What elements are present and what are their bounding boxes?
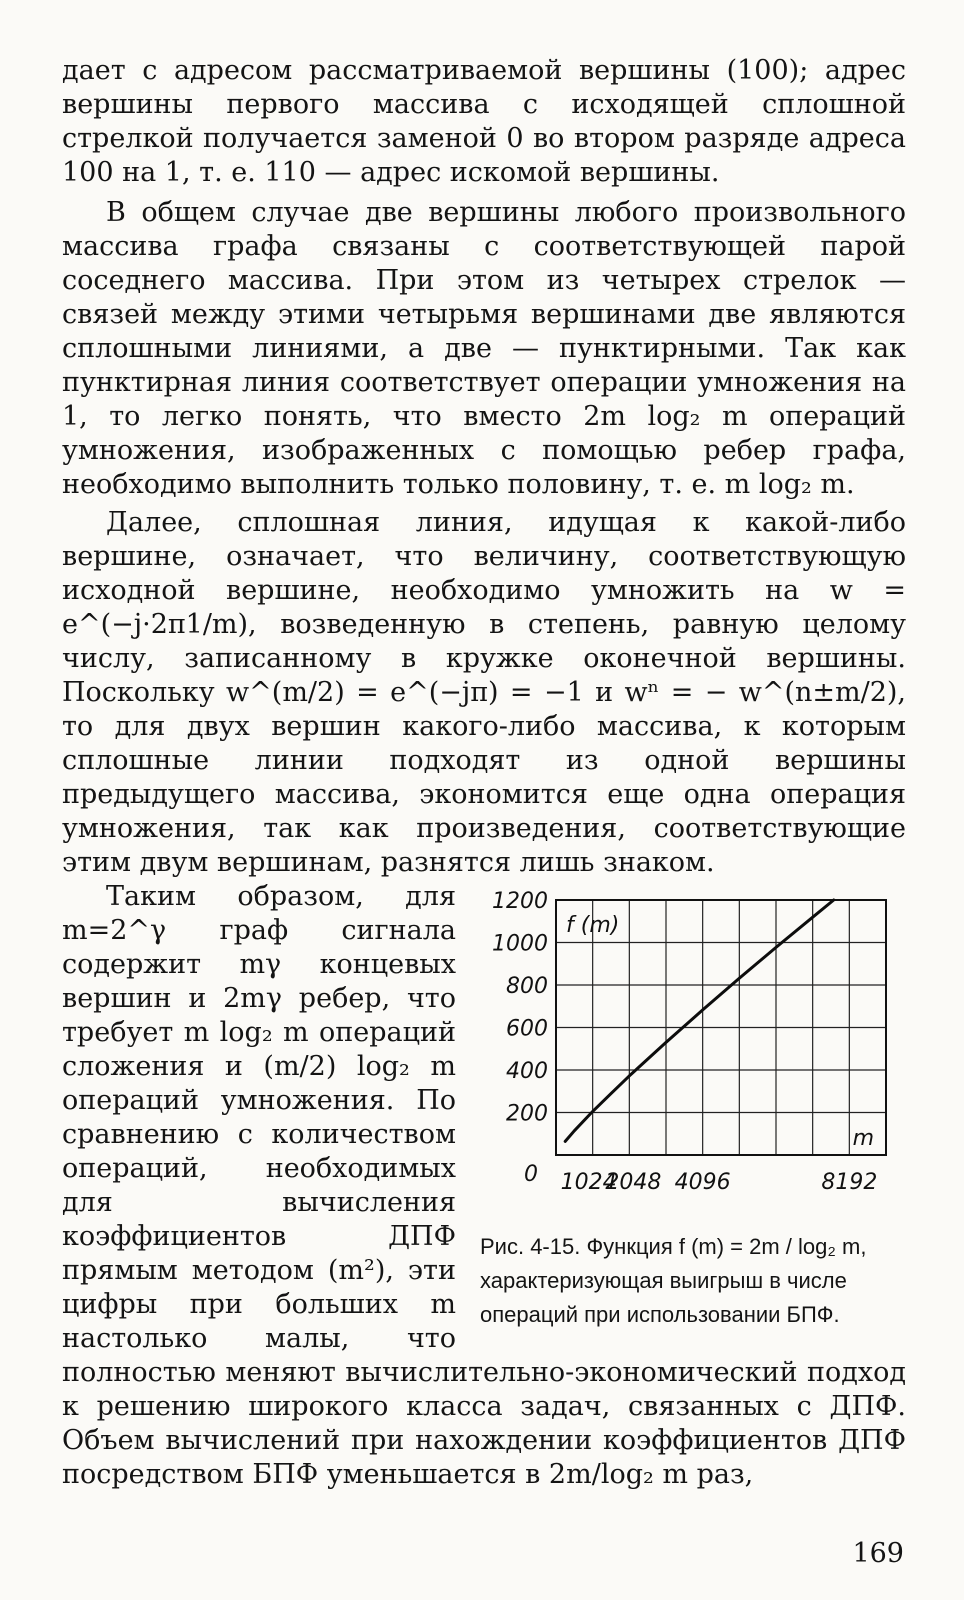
x-tick-label: 4096 xyxy=(674,1170,731,1195)
paragraph-3-start xyxy=(62,506,906,880)
y-tick-label: 200 xyxy=(506,1101,548,1127)
figure-caption xyxy=(478,1230,906,1332)
paragraph-2: В общем случае две вершины любого произвольного массива графа связаны с соответствующей парой соседнего массива. При этом из четырех стрелок — связей между этими четырьмя вершинами две являются сплошными линиями, а две — пунктирными. Так как пунктирная линия соответствует операции умножения на 1, то легко понять, что вместо 2m log₂ m операций умножения, изображенных с помощью ребер графа, необходимо выполнить только половину, т. е. m log₂ m. xyxy=(62,197,906,500)
y-tick-label: 1200 xyxy=(492,889,548,914)
paragraph-4: Таким образом, для m=2^γ граф сигнала содержит mγ концевых вершин и 2mγ ребер, что требует m log₂ m операций сложения и (m/2) log₂ m операций умножения. По сравнению с количеством операций, необходимых для вычисления коэффициентов ДПФ прямым методом (m²), эти цифры при больших m настолько малы, что полностью меняют вычислительно-экономический подход к решению широкого класса задач, связанных с ДПФ. Объем вычислений при нахождении коэффициентов ДПФ посредством БПФ уменьшается в 2m/log₂ m раз, xyxy=(62,881,906,1490)
y-tick-label: 1000 xyxy=(492,931,548,957)
figure-4-15 xyxy=(478,886,906,1332)
x-tick-label: 2048 xyxy=(605,1170,662,1195)
y-tick-label: 800 xyxy=(506,974,548,999)
text-with-figure xyxy=(62,506,906,1492)
paragraph-1: дает с адресом рассматриваемой вершины (100); адрес вершины первого массива с исходящей сплошной стрелкой получается заменой 0 во втором разряде адреса 100 на 1, т. е. 110 — адрес искомой вершины. xyxy=(62,55,906,188)
y-tick-label: 0 xyxy=(524,1162,538,1187)
page xyxy=(62,54,906,1492)
x-tick-label: 8192 xyxy=(821,1170,878,1195)
fm-chart xyxy=(478,886,906,1216)
y-axis-label: f (m) xyxy=(566,913,620,938)
x-tick-label: 1024 xyxy=(560,1170,617,1195)
page-number: 169 xyxy=(852,1538,904,1569)
chart-grid xyxy=(556,900,886,1155)
x-axis-label: m xyxy=(852,1126,874,1151)
y-tick-label: 600 xyxy=(506,1016,548,1042)
chart-labels xyxy=(492,889,877,1195)
caption-label: Рис. 4-15. Функция f (m) = 2m / log₂ m, xyxy=(480,1234,867,1259)
y-tick-label: 400 xyxy=(506,1059,548,1084)
paragraph-3: Далее, сплошная линия, идущая к какой-либо вершине, означает, что величину, соответствующую исходной вершине, необходимо умножить на w = e^(−j·2π1/m), возведенную в степень, равную целому числу, записанному в кружке оконечной вершины. Поскольку w^(m/2) = e^(−jπ) = −1 и wⁿ = − w^(n±m/2), то для двух вершин какого-либо массива, к которым сплошные линии подходят из одной вершины предыдущего массива, экономится еще одна операция умножения, так как произведения, соответствующие этим двум вершинам, разнятся лишь знаком. xyxy=(62,507,906,878)
caption-text: характеризующая выигрыш в числе операций при использовании БПФ. xyxy=(480,1268,847,1327)
